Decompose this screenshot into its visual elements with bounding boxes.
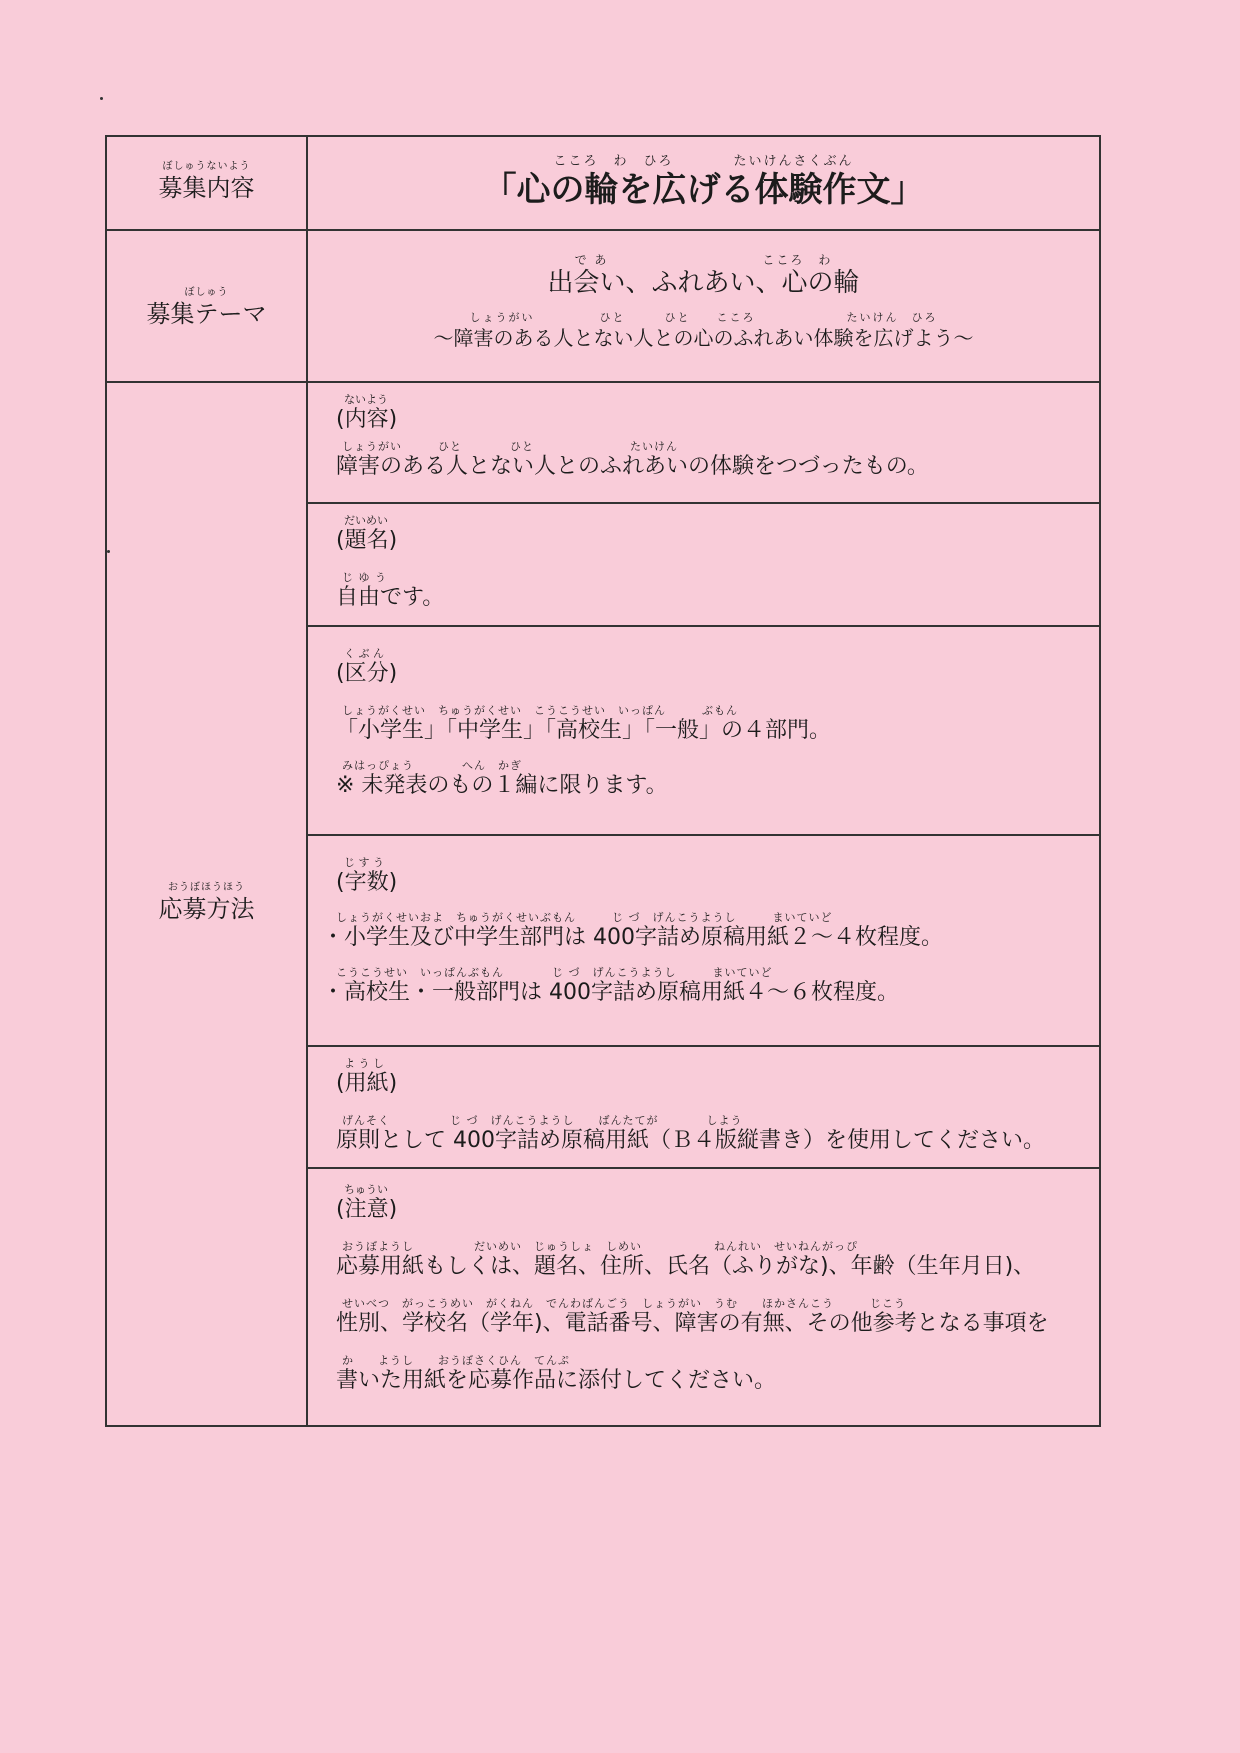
section-notes (308, 1169, 1099, 1395)
method-label (107, 882, 306, 924)
section-category (308, 627, 1099, 800)
section-heading-ruby: ないよう (344, 393, 388, 406)
section-heading: (題名) (336, 528, 398, 553)
section-line: ・高校生・一般部門は 400字詰め原稿用紙４～６枚程度。 (322, 980, 899, 1005)
section-heading-ruby: じ す う (344, 856, 384, 869)
paper-speck (100, 97, 103, 100)
application-table (105, 135, 1101, 1427)
theme-label (107, 287, 306, 329)
contents-label-text: 募集内容 (158, 174, 255, 202)
section-line: ※ 未発表のもの１編に限ります。 (336, 773, 668, 798)
contents-label (107, 161, 306, 203)
theme-cell (308, 231, 1099, 381)
section-heading: (内容) (336, 407, 398, 432)
section-heading-ruby: ちゅうい (344, 1183, 388, 1196)
section-heading-ruby: く ぶ ん (344, 647, 384, 660)
section-word-count (308, 836, 1099, 1007)
section-heading-ruby: だいめい (344, 514, 388, 527)
section-heading-ruby: よ う し (344, 1057, 384, 1070)
line-ruby: せいべつ がっこうめい がくねん でんわばんごう しょうがい うむ ほかさんこう じこう (342, 1297, 906, 1310)
theme-label-text: 募集テーマ (146, 300, 267, 328)
method-label-ruby: おうぼほうほう (168, 882, 245, 893)
line-ruby: みはっぴょう へん かぎ (342, 759, 522, 772)
line-ruby: しょうがくせいおよ ちゅうがくせいぶもん じ づ げんこうようし まいていど (336, 911, 833, 924)
section-line: ・小学生及び中学生部門は 400字詰め原稿用紙２～４枚程度。 (322, 925, 943, 950)
section-line: 原則として 400字詰め原稿用紙（Ｂ４版縦書き）を使用してください。 (336, 1128, 1045, 1153)
line-ruby: じ ゆ う (342, 571, 387, 584)
section-heading: (区分) (336, 661, 398, 686)
section-title-rule (308, 504, 1099, 612)
section-contents (308, 383, 1099, 481)
section-line: 障害のある人とない人とのふれあいの体験をつづったもの。 (336, 454, 929, 479)
page-title: 「心の輪を広げる体験作文」 (482, 170, 925, 210)
section-paper (308, 1047, 1099, 1155)
theme-line1-ruby: で あ こころ わ (574, 253, 833, 267)
theme-label-ruby: ぼしゅう (184, 287, 229, 298)
line-ruby: しょうがくせい ちゅうがくせい こうこうせい いっぱん ぶもん (342, 704, 738, 717)
section-line: 性別、学校名（学年)、電話番号、障害の有無、その他参考となる事項を (336, 1311, 1049, 1336)
title-ruby: こころ わ ひろ たいけんさくぶん (553, 154, 854, 169)
method-label-text: 応募方法 (158, 895, 255, 923)
theme-line1: 出会い、ふれあい、心の輪 (547, 268, 860, 298)
line-ruby: おうぼようし だいめい じゅうしょ しめい ねんれい せいねんがっぴ (342, 1240, 858, 1253)
section-heading: (用紙) (336, 1071, 398, 1096)
line-ruby: しょうがい ひと ひと たいけん (342, 440, 678, 453)
section-heading: (字数) (336, 870, 398, 895)
title-cell (308, 137, 1099, 229)
theme-line2: ～障害のある人とない人との心のふれあい体験を広げよう～ (433, 326, 974, 350)
theme-line2-ruby: しょうがい ひと ひと こころ たいけん ひろ (469, 311, 938, 324)
contents-label-ruby: ぼしゅうないよう (162, 161, 251, 172)
section-line: 応募用紙もしくは、題名、住所、氏名（ふりがな)、年齢（生年月日)、 (336, 1254, 1036, 1279)
section-line: 書いた用紙を応募作品に添付してください。 (336, 1368, 777, 1393)
line-ruby: こうこうせい いっぱんぶもん じ づ げんこうようし まいていど (336, 966, 773, 979)
line-ruby: げんそく じ づ げんこうようし ばんたてが しよう (342, 1114, 743, 1127)
line-ruby: か ようし おうぼさくひん てんぷ (342, 1354, 570, 1367)
section-heading: (注意) (336, 1197, 398, 1222)
section-line: 自由です。 (336, 585, 445, 610)
section-line: 「小学生」「中学生」「高校生」「一般」の４部門。 (336, 718, 832, 743)
